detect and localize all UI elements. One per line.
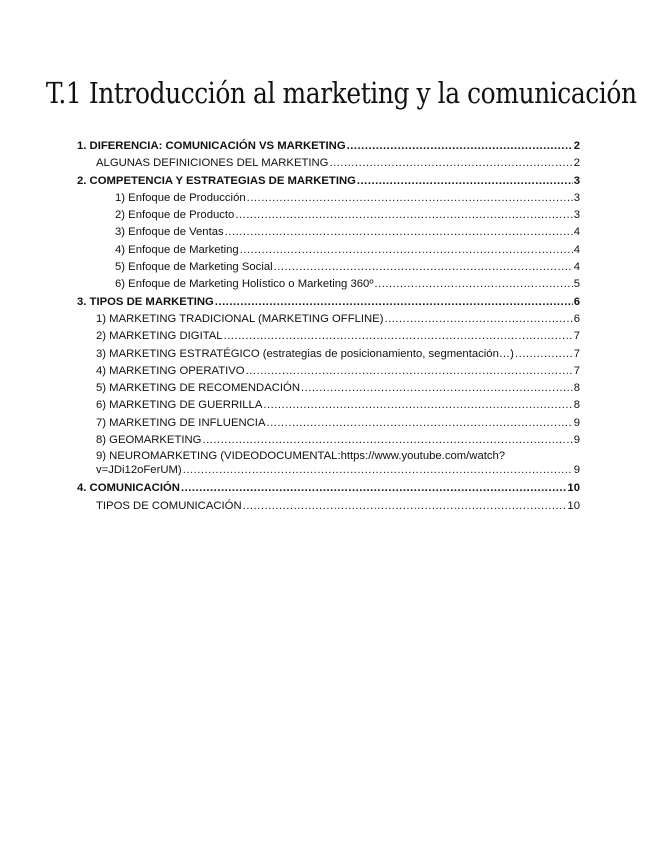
toc-entry-label: TIPOS DE COMUNICACIÓN [96, 499, 242, 512]
toc-entry-page: 10 [567, 482, 580, 495]
dot-leader [215, 294, 573, 306]
dot-leader [202, 432, 572, 444]
toc-entry-label: 6) Enfoque de Marketing Holístico o Marketing 360º [115, 278, 374, 291]
toc-entry-page: 5 [573, 278, 580, 291]
toc-entry[interactable] [77, 432, 580, 449]
toc-entry[interactable] [77, 173, 580, 190]
toc-entry-label: 5) MARKETING DE RECOMENDACIÓN [96, 382, 300, 395]
toc-entry[interactable] [77, 346, 580, 363]
toc-entry-page: 2 [573, 157, 580, 170]
dot-leader [235, 207, 572, 219]
toc-entry-page: 10 [567, 499, 580, 512]
dot-leader [357, 173, 573, 185]
toc-entry[interactable] [77, 294, 580, 311]
toc-entry[interactable] [77, 480, 580, 497]
dot-leader [224, 328, 573, 340]
dot-leader [347, 138, 573, 150]
toc-entry-page: 7 [573, 364, 580, 377]
toc-entry-label: 9) NEUROMARKETING (VIDEODOCUMENTAL:https://www.youtube.com/watch? [96, 450, 506, 463]
toc-entry-page: 8 [573, 399, 580, 412]
toc-entry-page: 9 [573, 434, 580, 447]
toc-entry-label: 4) MARKETING OPERATIVO [96, 364, 245, 377]
toc-entry[interactable] [77, 276, 580, 293]
dot-leader [183, 463, 573, 475]
toc-entry[interactable] [77, 498, 580, 515]
toc-entry-label: 2) Enfoque de Producto [115, 209, 235, 222]
toc-entry-page: 6 [573, 295, 580, 308]
toc-entry-label: 4. COMUNICACIÓN [77, 482, 180, 495]
dot-leader [329, 155, 572, 167]
toc-entry-label: ALGUNAS DEFINICIONES DEL MARKETING [96, 157, 329, 170]
toc-entry-label: 1) Enfoque de Producción [115, 191, 246, 204]
toc-entry[interactable] [77, 207, 580, 224]
toc-entry-label: 8) GEOMARKETING [96, 434, 202, 447]
toc-entry-label: 2) MARKETING DIGITAL [96, 330, 223, 343]
dot-leader [263, 397, 572, 409]
toc-entry-label: 3) Enfoque de Ventas [115, 226, 224, 239]
toc-entry-label-continued: v=JDi12oFerUM) [96, 464, 182, 477]
toc-entry[interactable] [77, 415, 580, 432]
toc-entry-label: 1) MARKETING TRADICIONAL (MARKETING OFFLINE) [96, 312, 384, 325]
toc-entry[interactable] [77, 397, 580, 414]
dot-leader [240, 242, 573, 254]
toc-entry-page: 7 [573, 347, 580, 360]
toc-entry-page: 8 [573, 382, 580, 395]
toc-entry[interactable] [77, 363, 580, 380]
toc-entry-label: 4) Enfoque de Marketing [115, 243, 239, 256]
dot-leader [246, 363, 573, 375]
toc-entry-page: 9 [573, 416, 580, 429]
toc-entry-label: 3. TIPOS DE MARKETING [77, 295, 214, 308]
toc-entry-page: 3 [573, 191, 580, 204]
page-title: T.1 Introducción al marketing y la comunicación [45, 76, 637, 110]
toc-entry[interactable] [77, 224, 580, 241]
toc-entry-label: 7) MARKETING DE INFLUENCIA [96, 416, 266, 429]
toc-entry[interactable] [77, 155, 580, 172]
toc-entry[interactable] [77, 380, 580, 397]
dot-leader [247, 190, 573, 202]
toc-entry-page: 4 [573, 226, 580, 239]
dot-leader [374, 276, 572, 288]
toc-entry-label: 5) Enfoque de Marketing Social [115, 261, 273, 274]
toc-entry-label: 2. COMPETENCIA Y ESTRATEGIAS DE MARKETING [77, 174, 356, 187]
toc-entry-page: 9 [573, 464, 580, 477]
toc-entry[interactable] [77, 328, 580, 345]
toc-entry[interactable] [77, 311, 580, 328]
toc-entry-label: 6) MARKETING DE GUERRILLA [96, 399, 263, 412]
toc-entry-page: 7 [573, 330, 580, 343]
table-of-contents [77, 138, 580, 515]
toc-entry[interactable] [77, 138, 580, 155]
toc-entry[interactable] [77, 449, 580, 480]
dot-leader [266, 415, 572, 427]
toc-entry-page: 6 [573, 312, 580, 325]
dot-leader [515, 346, 573, 358]
dot-leader [243, 498, 567, 510]
dot-leader [274, 259, 573, 271]
toc-entry-page: 4 [573, 243, 580, 256]
toc-entry-page: 3 [573, 209, 580, 222]
dot-leader [225, 224, 573, 236]
toc-entry[interactable] [77, 259, 580, 276]
toc-entry-label: 3) MARKETING ESTRATÉGICO (estrategias de posicionamiento, segmentación…) [96, 347, 514, 360]
toc-entry-page: 3 [573, 174, 580, 187]
dot-leader [384, 311, 572, 323]
toc-entry-page: 4 [573, 261, 580, 274]
toc-entry-label: 1. DIFERENCIA: COMUNICACIÓN VS MARKETING [77, 140, 346, 152]
toc-entry-page: 2 [573, 140, 580, 152]
toc-entry[interactable] [77, 242, 580, 259]
dot-leader [181, 480, 566, 492]
dot-leader [301, 380, 573, 392]
toc-entry[interactable] [77, 190, 580, 207]
